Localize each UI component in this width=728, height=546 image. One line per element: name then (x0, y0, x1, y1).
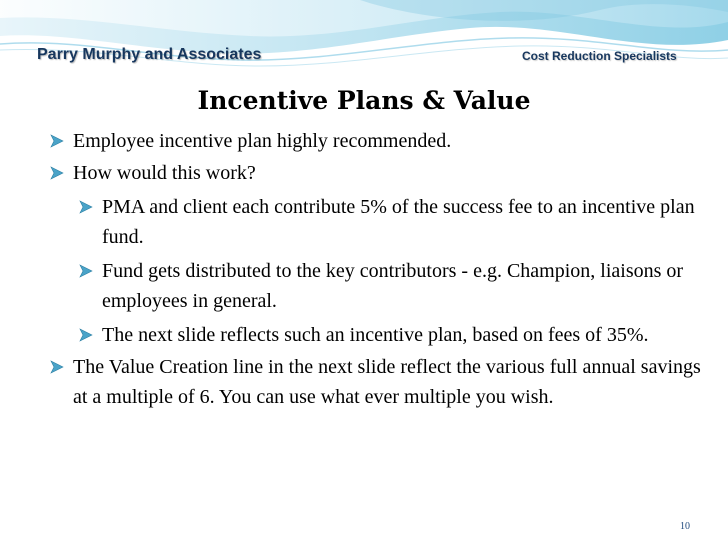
company-tagline: Cost Reduction Specialists (522, 49, 677, 63)
bullet-item (49, 158, 709, 188)
sub-bullet-item (78, 256, 709, 316)
bullet-text: Fund gets distributed to the key contributors - e.g. Champion, liaisons or employees in general. (102, 260, 684, 312)
bullet-text: PMA and client each contribute 5% of the success fee to an incentive plan fund. (102, 196, 695, 248)
page-number: 10 (680, 521, 690, 532)
bullet-list (49, 124, 709, 412)
sub-bullet-item (78, 192, 709, 252)
header-wave-decoration (0, 0, 728, 80)
arrow-bullet-icon (49, 133, 67, 149)
arrow-bullet-icon (78, 327, 96, 343)
arrow-bullet-icon (78, 199, 96, 215)
bullet-text: Employee incentive plan highly recommended. (73, 130, 452, 152)
bullet-item (49, 352, 709, 412)
arrow-bullet-icon (49, 359, 67, 375)
arrow-bullet-icon (78, 263, 96, 279)
bullet-text: The next slide reflects such an incentive plan, based on fees of 35%. (102, 324, 649, 346)
bullet-text: The Value Creation line in the next slide reflect the various full annual savings at a multiple of 6. You can use what ever multiple you wish. (73, 356, 701, 408)
bullet-item (49, 126, 709, 156)
sub-bullet-item (78, 320, 709, 350)
bullet-text: How would this work? (73, 162, 256, 184)
slide-title: Incentive Plans & Value (197, 86, 531, 115)
arrow-bullet-icon (49, 165, 67, 181)
company-name: Parry Murphy and Associates (37, 46, 262, 63)
